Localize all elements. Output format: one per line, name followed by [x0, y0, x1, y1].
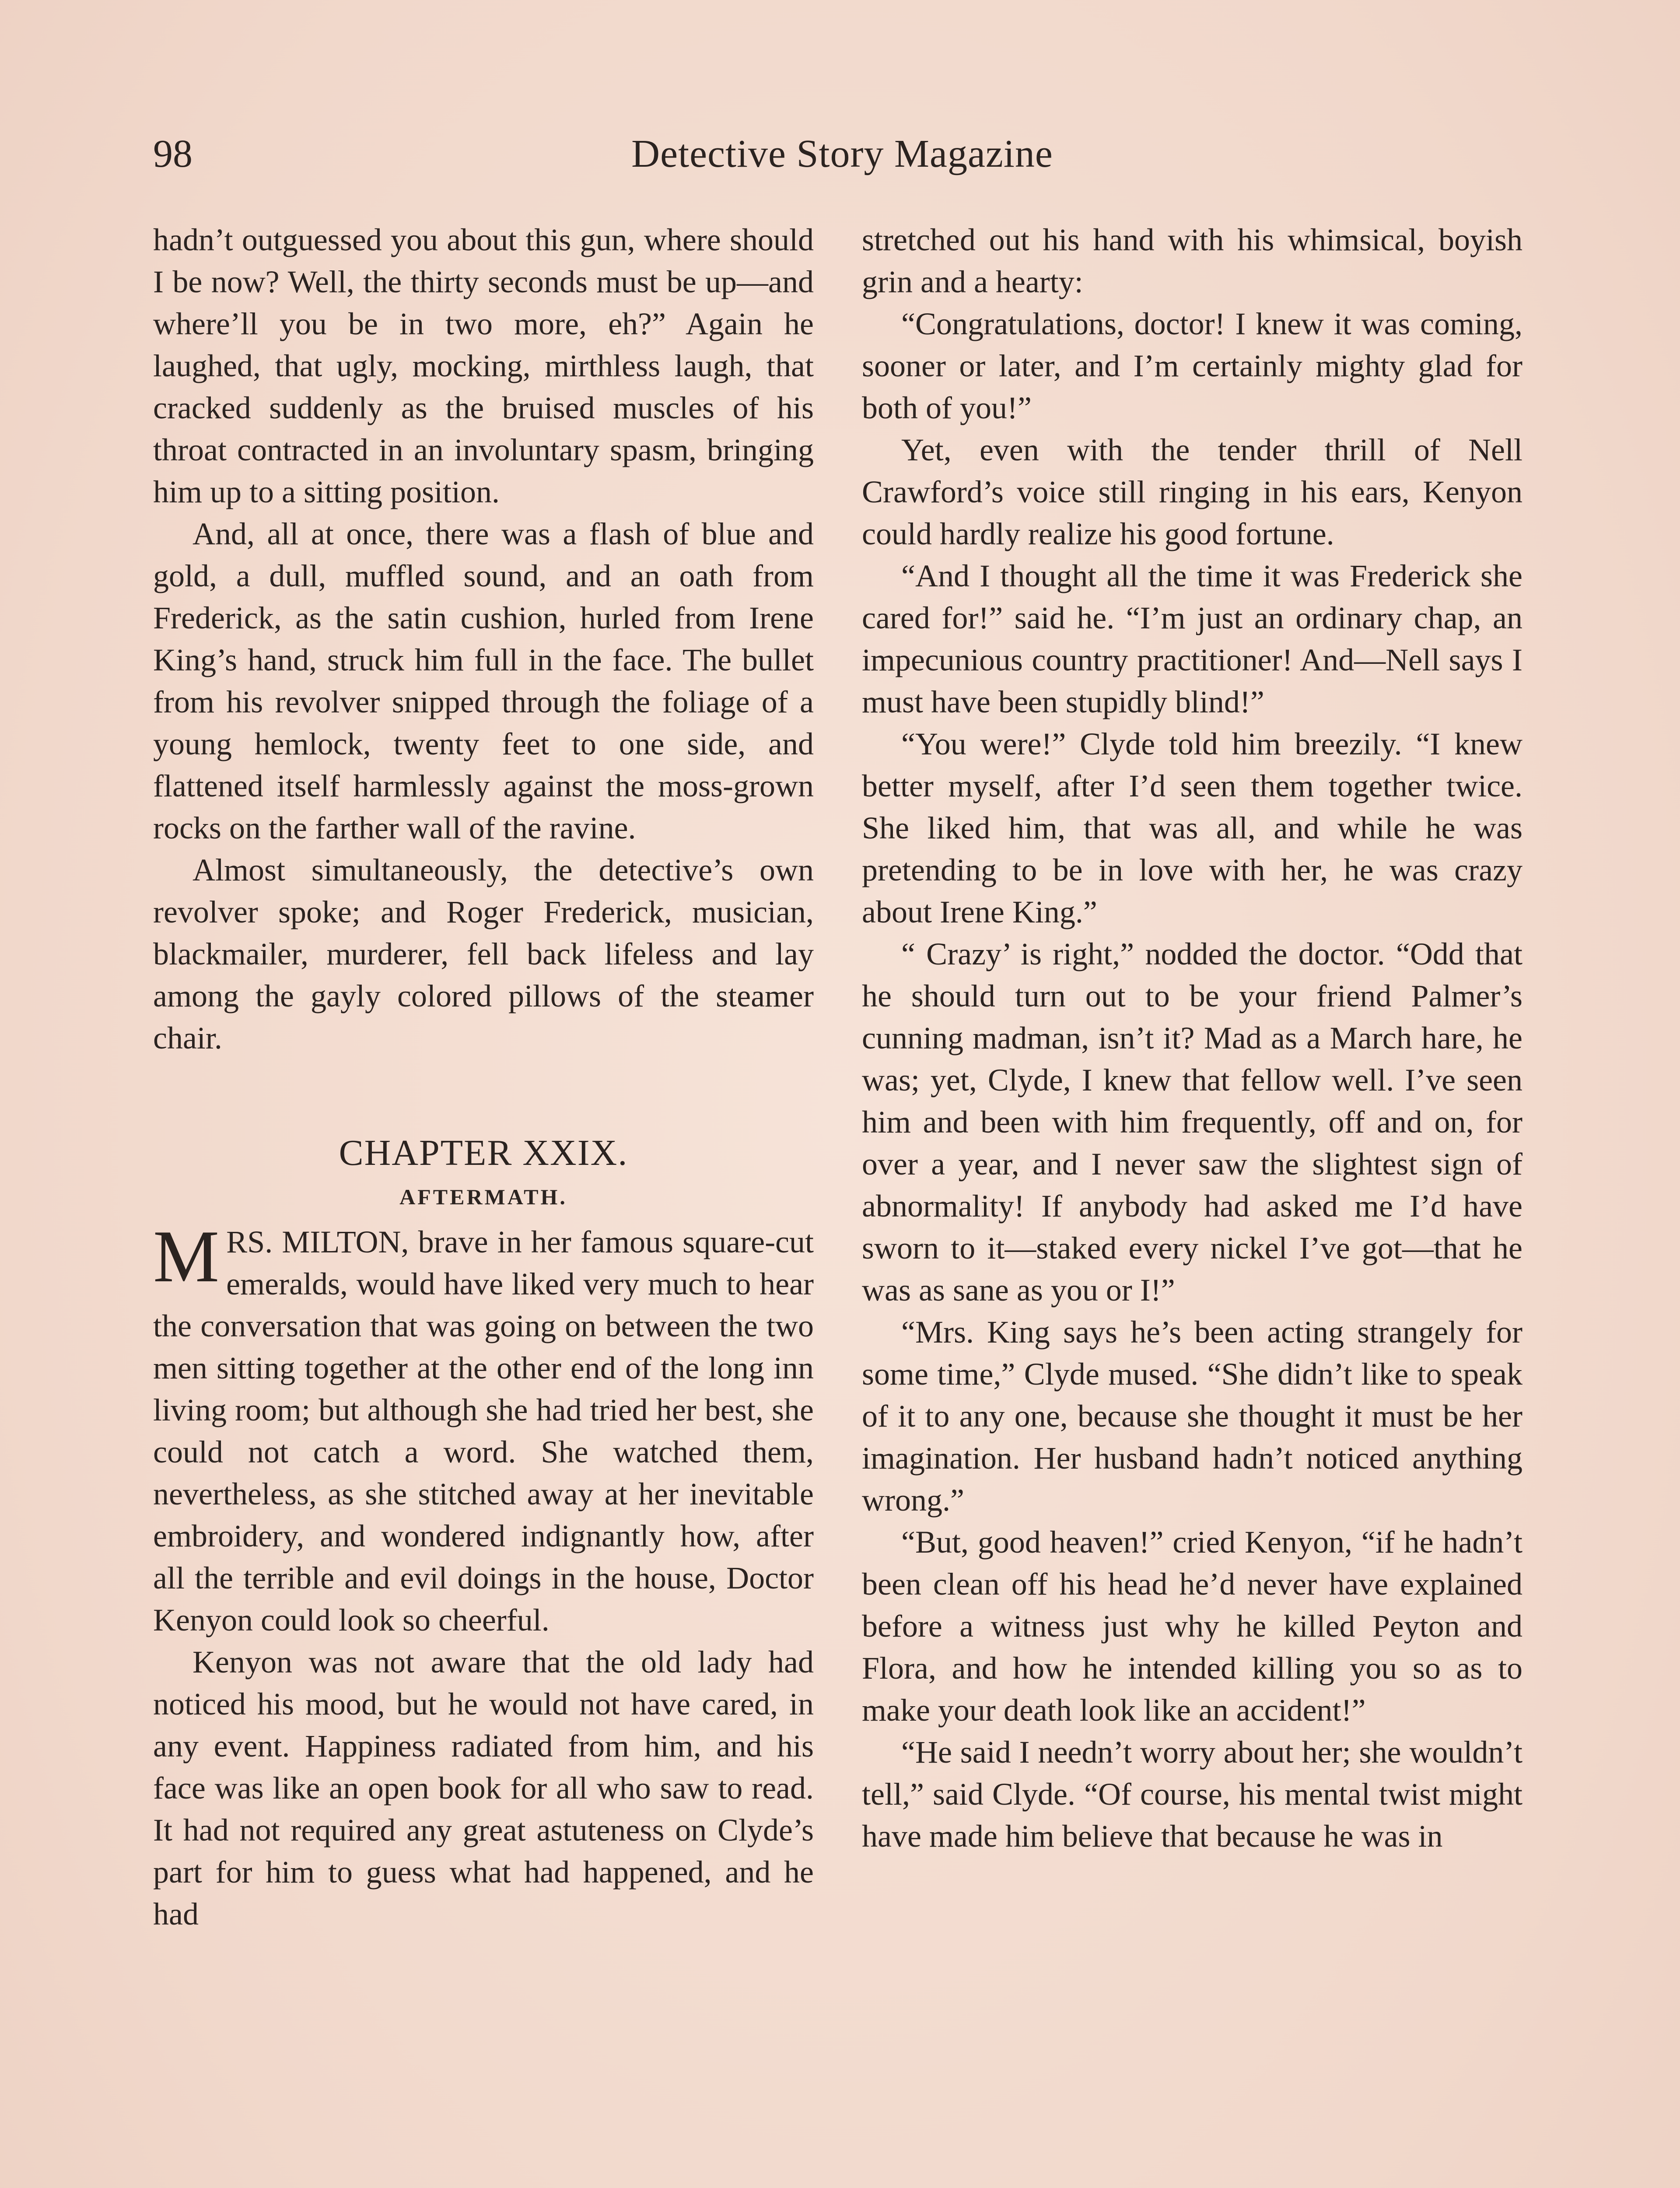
page-header [153, 131, 1531, 193]
chapter-heading [153, 1129, 814, 1217]
drop-cap: M [153, 1215, 220, 1297]
paragraph: “But, good heaven!” cried Kenyon, “if he hadn’t been clean off his head he’d never have explained before a witness just why he killed Peyton and Flora, and how he intended killing you so as to make your death look like an accident!” [862, 1525, 1522, 1728]
left-column [153, 219, 814, 1935]
opening-smallcaps: RS. MILTON, [226, 1224, 409, 1259]
paragraph: Yet, even with the tender thrill of Nell Crawford’s voice still ringing in his ears, Kenyon could hardly realize his good fortune. [862, 432, 1522, 551]
chapter-title: CHAPTER XXIX. [339, 1133, 628, 1173]
page-number: 98 [153, 132, 192, 175]
chapter-subtitle: AFTERMATH. [399, 1185, 567, 1209]
paragraph: “He said I needn’t worry about her; she wouldn’t tell,” said Clyde. “Of course, his mental twist might have made him believe that because he was in [862, 1735, 1522, 1854]
paragraph: hadn’t outguessed you about this gun, where should I be now? Well, the thirty seconds must be up—and where’ll you be in two more, eh?” Again he laughed, that ugly, mocking, mirthless laugh, that cracked suddenly as the bruised muscles of his throat contracted in an involuntary spasm, bringing him up to a sitting position. [153, 222, 814, 509]
paragraph: And, all at once, there was a flash of blue and gold, a dull, muffled sound, and an oath from Frederick, as the satin cushion, hurled from Irene King’s hand, struck him full in the face. The bullet from his revolver snipped through the foliage of a young hemlock, twenty feet to one side, and flattened itself harmlessly against the moss-grown rocks on the farther wall of the ravine. [153, 516, 814, 845]
paragraph: Almost simultaneously, the detective’s own revolver spoke; and Roger Frederick, musician, blackmailer, murderer, fell back lifeless and lay among the gayly colored pillows of the steamer chair. [153, 852, 814, 1055]
paragraph: stretched out his hand with his whimsical, boyish grin and a hearty: [862, 222, 1522, 299]
paragraph: “You were!” Clyde told him breezily. “I knew better myself, after I’d seen them together twice. She liked him, that was all, and while he was pretending to be in love with her, he was crazy about Irene King.” [862, 726, 1522, 929]
opening-text: brave in her famous square-cut emeralds, would have liked very much to hear the conversation that was going on between the two men sitting together at the other end of the long inn living room; but although she had tried her best, she could not catch a word. She watched them, nevertheless, as she stitched away at her inevitable embroidery, and wondered indignantly how, after all the terrible and evil doings in the house, Doctor Kenyon could look so cheerful. [153, 1224, 814, 1637]
chapter-opening-paragraph [153, 1215, 814, 1641]
magazine-title: Detective Story Magazine [631, 132, 1053, 175]
right-column [862, 219, 1522, 1857]
paragraph: “ Crazy’ is right,” nodded the doctor. “Odd that he should turn out to be your friend Palmer’s cunning madman, isn’t it? Mad as a March hare, he was; yet, Clyde, I knew that fellow well. I’ve seen him and been with him frequently, off and on, for over a year, and I never saw the slightest sign of abnormality! If anybody had asked me I’d have sworn to it—staked every nickel I’ve got—that he was as sane as you or I!” [862, 936, 1522, 1308]
paragraph: “And I thought all the time it was Frederick she cared for!” said he. “I’m just an ordinary chap, an impecunious country practitioner! And—Nell says I must have been stupidly blind!” [862, 558, 1522, 719]
paragraph: “Mrs. King says he’s been acting strangely for some time,” Clyde mused. “She didn’t like to speak of it to any one, because she thought it must be her imagination. Her husband hadn’t noticed anything wrong.” [862, 1315, 1522, 1518]
paragraph: Kenyon was not aware that the old lady had noticed his mood, but he would not have cared, in any event. Happiness radiated from him, and his face was like an open book for all who saw to read. It had not required any great astuteness on Clyde’s part for him to guess what had happened, and he had [153, 1645, 814, 1932]
paragraph: “Congratulations, doctor! I knew it was coming, sooner or later, and I’m certainly mighty glad for both of you!” [862, 306, 1522, 425]
